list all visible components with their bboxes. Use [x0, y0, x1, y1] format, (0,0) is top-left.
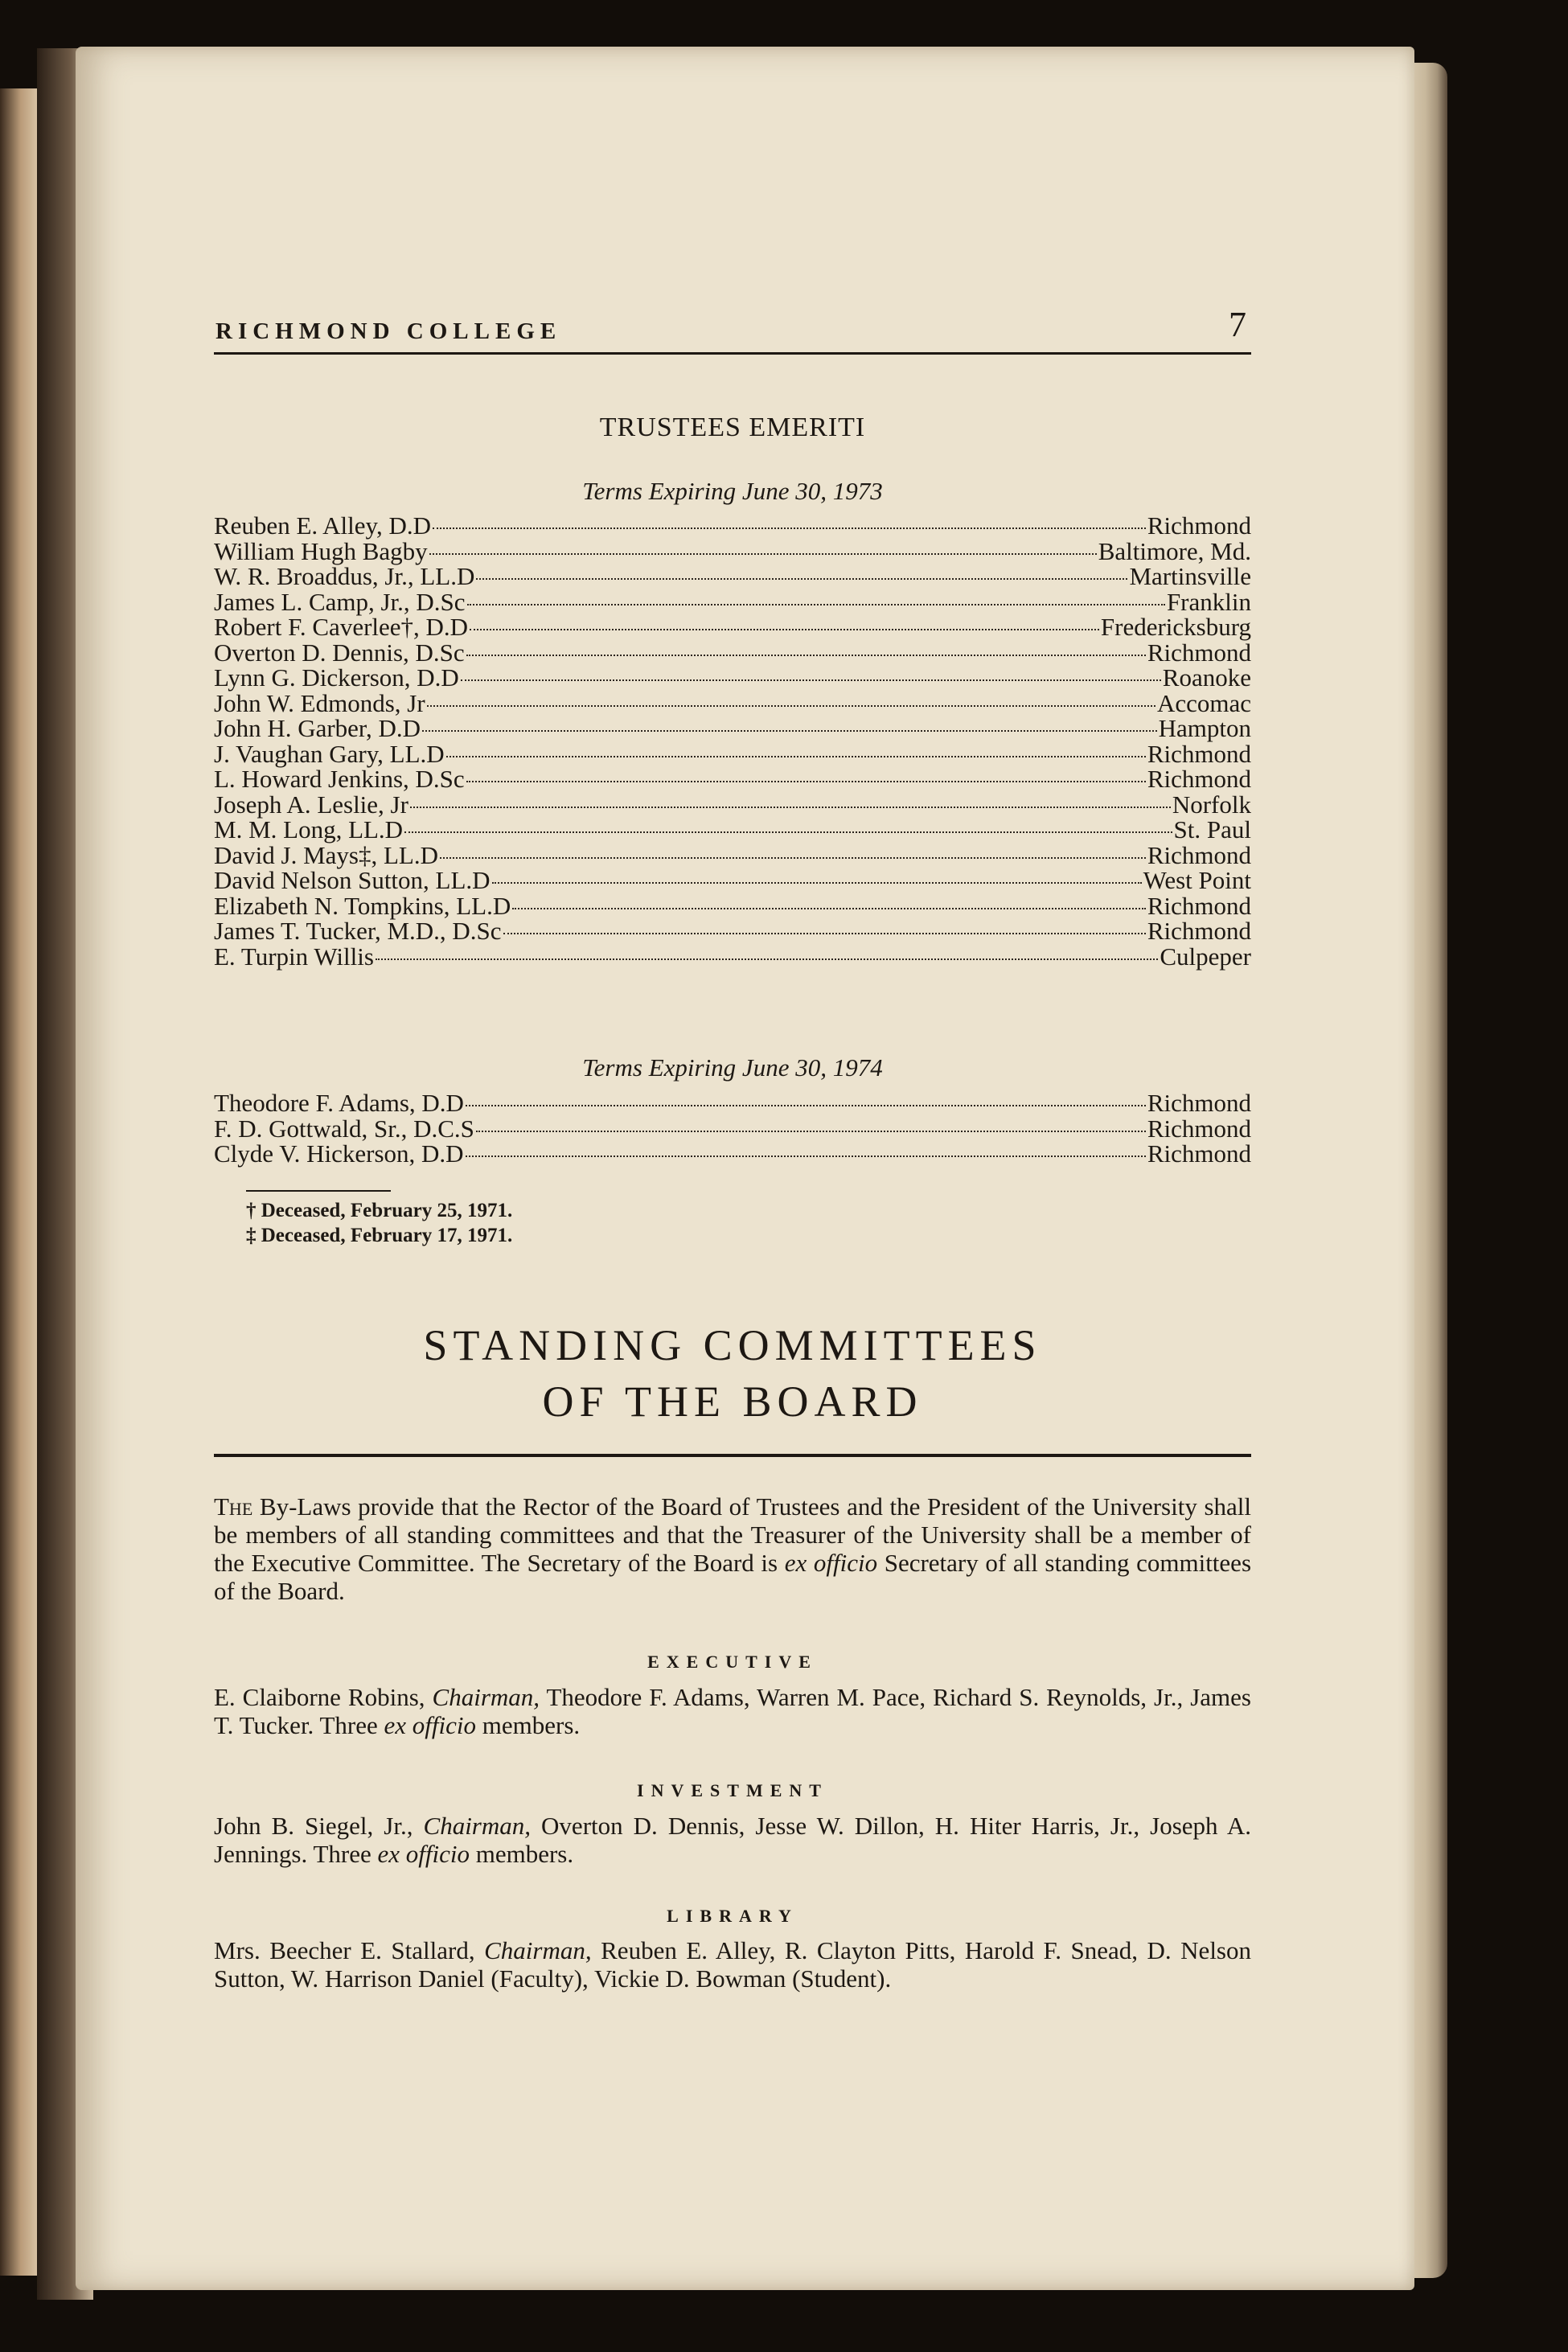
book-page — [76, 47, 1414, 2290]
investment-label: INVESTMENT — [637, 1780, 828, 1800]
list-item — [214, 513, 1251, 539]
list-item — [214, 716, 1251, 741]
executive-ex-officio: ex officio — [384, 1711, 477, 1739]
footnotes — [246, 1198, 512, 1248]
dot-leader — [376, 958, 1158, 960]
member-name: W. R. Broaddus, Jr., LL.D — [214, 562, 475, 590]
member-place: Richmond — [1147, 1114, 1251, 1143]
dot-leader — [440, 857, 1146, 859]
dot-leader — [429, 553, 1097, 555]
intro-text-2: Secretary of all standing committees of the Board. — [214, 1549, 1252, 1605]
list-item — [214, 840, 1251, 869]
member-place: Franklin — [1166, 587, 1251, 616]
member-name: Clyde V. Hickerson, D.D — [214, 1139, 464, 1168]
member-name: F. D. Gottwald, Sr., D.C.S — [214, 1114, 474, 1143]
investment-chair: John B. Siegel, Jr., — [214, 1812, 424, 1840]
member-place: Accomac — [1156, 688, 1251, 717]
list-item — [214, 536, 1251, 565]
member-name: James T. Tucker, M.D., D.Sc — [214, 917, 502, 945]
dot-leader — [446, 756, 1146, 757]
heading-line-2: OF THE BOARD — [542, 1377, 923, 1426]
list-item — [214, 817, 1251, 843]
list-item — [214, 614, 1251, 640]
dot-leader — [467, 604, 1165, 605]
library-chair-title: Chairman, — [484, 1936, 592, 1964]
page-number: 7 — [1229, 305, 1246, 344]
list-item — [214, 665, 1251, 691]
dot-leader — [470, 629, 1099, 630]
member-name: Reuben E. Alley, D.D — [214, 511, 432, 540]
running-title: RICHMOND COLLEGE — [215, 318, 562, 344]
executive-members — [214, 1683, 1251, 1739]
intro-text-1: By-Laws provide that the Rector of the Board of Trustees and the President of the University shall be members of all standing committees and that the Treasurer of the University shall be a member of the Executive Committee. The Secretary of the Board is — [214, 1492, 1251, 1577]
footnote-rule — [246, 1190, 391, 1192]
bylaws-paragraph — [214, 1492, 1251, 1605]
list-item — [214, 1116, 1251, 1142]
member-place: Richmond — [1147, 511, 1251, 540]
member-place: Martinsville — [1129, 562, 1251, 590]
term-heading-1973: Terms Expiring June 30, 1973 — [582, 477, 883, 505]
dot-leader — [466, 1155, 1146, 1157]
investment-ex-officio: ex officio — [377, 1840, 470, 1868]
member-name: Joseph A. Leslie, Jr — [214, 790, 408, 819]
facing-page-edge — [0, 88, 37, 2276]
dot-leader — [476, 1131, 1146, 1132]
executive-chair-title: Chairman, — [432, 1683, 540, 1711]
list-item — [214, 688, 1251, 717]
member-place: St. Paul — [1173, 815, 1251, 844]
lead-word: The — [214, 1492, 253, 1521]
member-name: Theodore F. Adams, D.D — [214, 1089, 464, 1117]
member-place: West Point — [1143, 866, 1251, 894]
member-place: Richmond — [1147, 739, 1251, 768]
dot-leader — [512, 908, 1146, 909]
member-name: Overton D. Dennis, D.Sc — [214, 638, 465, 667]
list-item — [214, 918, 1251, 944]
member-place: Baltimore, Md. — [1098, 536, 1251, 565]
list-item — [214, 741, 1251, 767]
member-place: Culpeper — [1160, 942, 1251, 971]
executive-label: EXECUTIVE — [647, 1652, 818, 1672]
section-title-trustees-emeriti: TRUSTEES EMERITI — [599, 413, 866, 442]
library-member-list: Reuben E. Alley, R. Clayton Pitts, Harold F. Snead, D. Nelson Sutton, W. Harrison Daniel (Faculty), Vickie D. Bowman (Student). — [214, 1936, 1251, 1993]
member-place: Richmond — [1147, 917, 1251, 945]
executive-chair: E. Claiborne Robins, — [214, 1683, 433, 1711]
dot-leader — [503, 933, 1146, 934]
dot-leader — [433, 527, 1146, 529]
investment-chair-title: Chairman, — [423, 1812, 532, 1840]
member-name: Lynn G. Dickerson, D.D — [214, 663, 459, 692]
dot-leader — [427, 705, 1155, 707]
member-place: Richmond — [1147, 840, 1251, 869]
dot-leader — [422, 730, 1157, 732]
investment-members — [214, 1812, 1251, 1868]
dot-leader — [410, 807, 1171, 808]
footnote-double-dagger: ‡ Deceased, February 17, 1971. — [246, 1225, 513, 1246]
library-members — [214, 1936, 1251, 1993]
member-name: J. Vaughan Gary, LL.D — [214, 739, 445, 768]
member-place: Richmond — [1147, 638, 1251, 667]
dot-leader — [466, 655, 1146, 656]
list-item — [214, 1090, 1251, 1116]
section-rule — [214, 1454, 1251, 1457]
list-item — [214, 1141, 1251, 1167]
member-name: John W. Edmonds, Jr — [214, 688, 425, 717]
list-item — [214, 589, 1251, 615]
member-name: M. M. Long, LL.D — [214, 815, 404, 844]
emeriti-list-1973 — [214, 513, 1251, 969]
dot-leader — [492, 882, 1142, 884]
member-name: James L. Camp, Jr., D.Sc — [214, 587, 466, 616]
member-name: Robert F. Caverlee†, D.D — [214, 613, 469, 641]
member-name: David Nelson Sutton, LL.D — [214, 866, 491, 894]
running-head — [214, 304, 1251, 355]
list-item — [214, 944, 1251, 970]
member-name: John H. Garber, D.D — [214, 714, 421, 742]
emeriti-list-1974 — [214, 1090, 1251, 1167]
library-chair: Mrs. Beecher E. Stallard, — [214, 1936, 485, 1964]
member-place: Richmond — [1147, 891, 1251, 920]
list-item — [214, 564, 1251, 589]
executive-member-list: Theodore F. Adams, Warren M. Pace, Richard S. Reynolds, Jr., James T. Tucker. Three — [214, 1683, 1251, 1739]
member-place: Fredericksburg — [1100, 613, 1251, 641]
member-place: Richmond — [1147, 1089, 1251, 1117]
list-item — [214, 868, 1251, 893]
footnote-dagger: † Deceased, February 25, 1971. — [246, 1200, 513, 1221]
member-name: L. Howard Jenkins, D.Sc — [214, 765, 465, 793]
standing-committees-heading — [214, 1317, 1251, 1430]
list-item — [214, 792, 1251, 818]
term-heading-1974: Terms Expiring June 30, 1974 — [582, 1053, 883, 1082]
member-place: Roanoke — [1162, 663, 1251, 692]
investment-suffix: members. — [469, 1840, 574, 1868]
dot-leader — [466, 1105, 1146, 1106]
dot-leader — [466, 781, 1146, 782]
member-place: Hampton — [1158, 714, 1251, 742]
list-item — [214, 893, 1251, 919]
investment-member-list: Overton D. Dennis, Jesse W. Dillon, H. Hiter Harris, Jr., Joseph A. Jennings. Three — [214, 1812, 1251, 1868]
heading-line-1: STANDING COMMITTEES — [423, 1321, 1042, 1369]
library-label: LIBRARY — [667, 1906, 798, 1926]
dot-leader — [476, 578, 1127, 580]
member-name: David J. Mays‡, LL.D — [214, 840, 438, 869]
member-place: Richmond — [1147, 765, 1251, 793]
member-name: Elizabeth N. Tompkins, LL.D — [214, 891, 511, 920]
member-name: E. Turpin Willis — [214, 942, 374, 971]
member-place: Richmond — [1147, 1139, 1251, 1168]
member-name: William Hugh Bagby — [214, 536, 428, 565]
dot-leader — [461, 679, 1161, 681]
list-item — [214, 640, 1251, 666]
dot-leader — [404, 831, 1172, 833]
member-place: Norfolk — [1172, 790, 1251, 819]
executive-suffix: members. — [476, 1711, 581, 1739]
list-item — [214, 766, 1251, 792]
intro-italic: ex officio — [784, 1549, 878, 1577]
